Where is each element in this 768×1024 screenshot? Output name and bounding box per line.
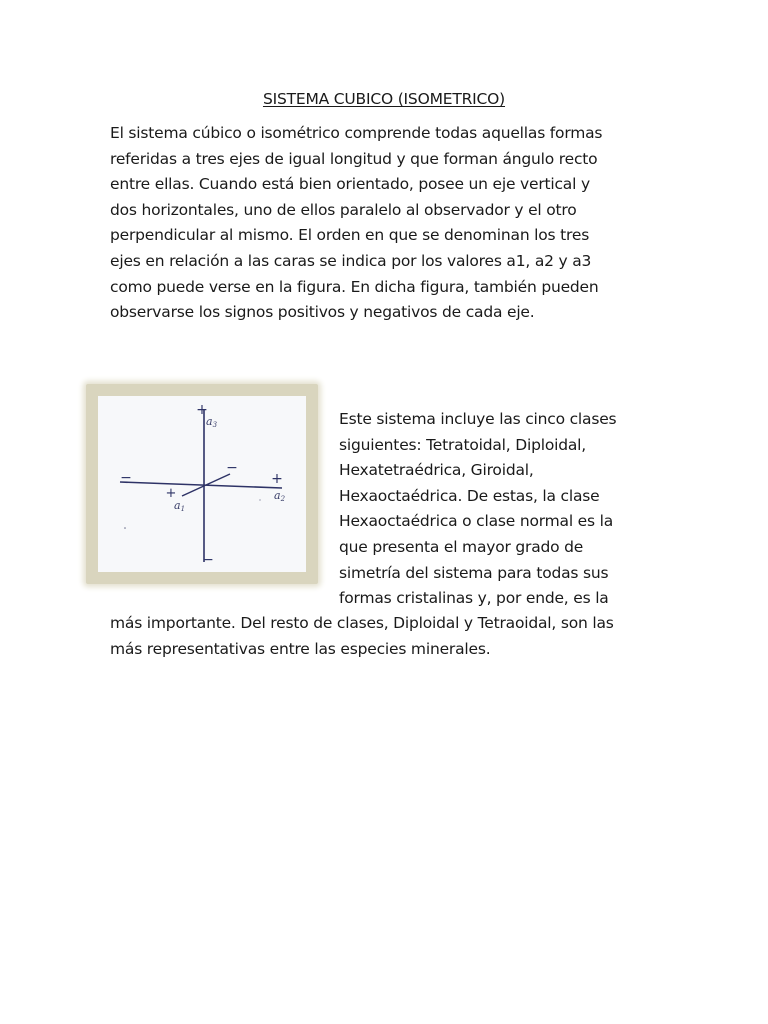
paragraph-line: que presenta el mayor grado de <box>339 537 584 556</box>
classes-paragraph <box>339 407 659 612</box>
page-title: SISTEMA CUBICO (ISOMETRICO) <box>262 90 506 108</box>
paragraph-line: más importante. Del resto de clases, Diploidal y Tetraoidal, son las <box>110 614 614 632</box>
axis-a3-letter: a <box>206 415 213 428</box>
axis-a3-label <box>206 415 218 429</box>
axis-a3-minus: − <box>202 552 214 568</box>
paragraph-line: ejes en relación a las caras se indica por los valores a1, a2 y a3 <box>110 251 592 270</box>
axis-a1-subscript: 1 <box>180 505 186 513</box>
paragraph-line: formas cristalinas y, por ende, es la <box>339 589 609 608</box>
paragraph-line: más representativas entre las especies minerales. <box>110 639 491 658</box>
scan-speck <box>124 527 126 529</box>
paragraph-line: Hexaoctaédrica o clase normal es la <box>339 512 614 531</box>
paragraph-line: Hexatetraédrica, Giroidal, <box>339 461 534 480</box>
scan-speck <box>259 499 260 500</box>
axis-a3-subscript: 3 <box>212 421 218 429</box>
paragraph-line: observarse los signos positivos y negativos de cada eje. <box>110 303 535 322</box>
paragraph-line: perpendicular al mismo. El orden en que se denominan los tres <box>110 226 590 245</box>
paragraph-line: El sistema cúbico o isométrico comprende todas aquellas formas <box>110 124 603 142</box>
paragraph-line: simetría del sistema para todas sus <box>339 563 609 582</box>
crystal-axes-diagram <box>98 396 306 572</box>
axis-a2-plus: + <box>271 471 283 487</box>
paragraph-line: siguientes: Tetratoidal, Diploidal, <box>339 435 586 454</box>
paragraph-line: Este sistema incluye las cinco clases <box>339 410 617 428</box>
classes-paragraph-continued <box>110 611 670 662</box>
paragraph-line: Hexaoctaédrica. De estas, la clase <box>339 486 600 505</box>
paragraph-line: entre ellas. Cuando está bien orientado, posee un eje vertical y <box>110 175 590 194</box>
axes-figure-frame <box>86 384 318 584</box>
axis-a1-minus: − <box>226 460 238 476</box>
axis-a2-letter: a <box>274 489 281 502</box>
axis-a3-plus: + <box>196 402 208 418</box>
axes-figure <box>98 396 306 572</box>
axis-a2-subscript: 2 <box>280 495 286 503</box>
axis-a1-plus: + <box>165 486 177 501</box>
axis-a2-minus: − <box>120 470 132 486</box>
axis-a2-label <box>274 489 286 503</box>
paragraph-line: dos horizontales, uno de ellos paralelo al observador y el otro <box>110 200 577 219</box>
axis-a1-label <box>174 499 185 513</box>
axis-a1-letter: a <box>174 499 181 512</box>
paragraph-line: referidas a tres ejes de igual longitud y que forman ángulo recto <box>110 149 598 168</box>
intro-paragraph <box>110 121 658 326</box>
paragraph-line: como puede verse en la figura. En dicha figura, también pueden <box>110 277 599 296</box>
